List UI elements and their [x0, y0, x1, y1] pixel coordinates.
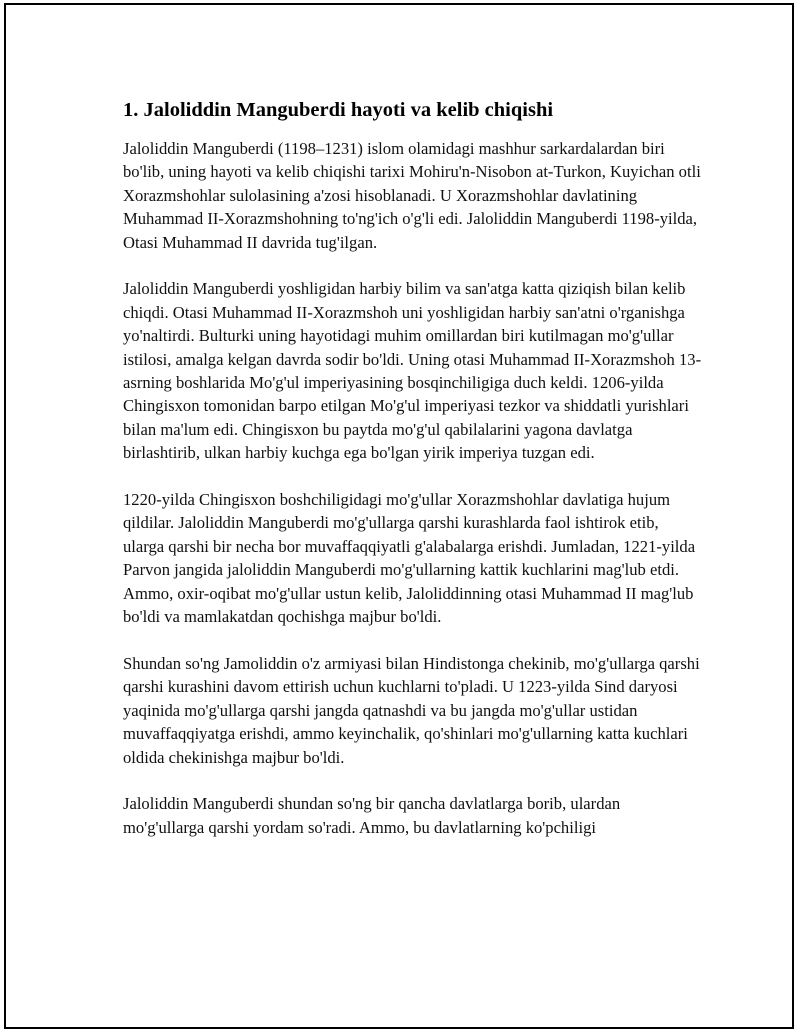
paragraph-2: Jaloliddin Manguberdi yoshligidan harbiy bilim va san'atga katta qiziqish bilan kelib chiqdi. Otasi Muhammad II-Xorazmshoh uni yoshligidan harbiy san'atni o'rganishga yo'naltirdi. Bulturki uning hayotidagi muhim omillardan biri kutilmagan mo'g'ullar istilosi, amalga kelgan davrda sodir bo'ldi. Uning otasi Muhammad II-Xorazmshoh 13-asrning boshlarida Mo'g'ul imperiyasining bosqinchiligiga duch keldi. 1206-yilda Chingisxon tomonidan barpo etilgan Mo'g'ul imperiyasi tezkor va shiddatli yurishlari bilan ma'lum edi. Chingisxon bu paytda mo'g'ul qabilalarini yagona davlatga birlashtirib, ulkan harbiy kuchga ega bo'lgan yirik imperiya tuzgan edi. [123, 279, 702, 463]
paragraph-3: 1220-yilda Chingisxon boshchiligidagi mo'g'ullar Xorazmshohlar davlatiga hujum qildilar. Jaloliddin Manguberdi mo'g'ullarga qarshi kurashlarda faol ishtirok etib, ularga qarshi bir necha bor muvaffaqqiyatli g'alabalarga erishdi. Jumladan, 1221-yilda Parvon jangida jaloliddin Manguberdi mo'g'ullarning kattik kuchlarini mag'lub etdi. Ammo, oxir-oqibat mo'g'ullar ustun kelib, Jaloliddinning otasi Muhammad II mag'lub bo'ldi va mamlakatdan qochishga majbur bo'ldi. [123, 490, 696, 627]
page-frame [4, 3, 794, 1029]
paragraph-5: Jaloliddin Manguberdi shundan so'ng bir qancha davlatlarga borib, ulardan mo'g'ullarga qarshi yordam so'radi. Ammo, bu davlatlarning ko'pchiligi [123, 794, 621, 837]
document-body [123, 96, 703, 863]
paragraph-4: Shundan so'ng Jamoliddin o'z armiyasi bilan Hindistonga chekinib, mo'g'ullarga qarshi qarshi kurashini davom ettirish uchun kuchlarni to'pladi. U 1223-yilda Sind daryosi yaqinida mo'g'ullarga qarshi jangda qatnashdi va bu jangda mo'g'ullar ustidan muvaffaqqiyatga erishdi, ammo keyinchalik, qo'shinlari mo'g'ullarning katta kuchlari oldida chekinishga majbur bo'ldi. [123, 653, 700, 767]
section-heading: 1. Jaloliddin Manguberdi hayoti va kelib chiqishi [123, 99, 554, 121]
paragraph-1: Jaloliddin Manguberdi (1198–1231) islom olamidagi mashhur sarkardalardan biri bo'lib, uning hayoti va kelib chiqishi tarixi Mohiru'n-Nisobon at-Turkon, Kuyichan otli Xorazmshohlar sulolasining a'zosi hisoblanadi. U Xorazmshohlar davlatining Muhammad II-Xorazmshohning to'ng'ich o'g'li edi. Jaloliddin Manguberdi 1198-yilda, Otasi Muhammad II davrida tug'ilgan. [123, 139, 701, 252]
